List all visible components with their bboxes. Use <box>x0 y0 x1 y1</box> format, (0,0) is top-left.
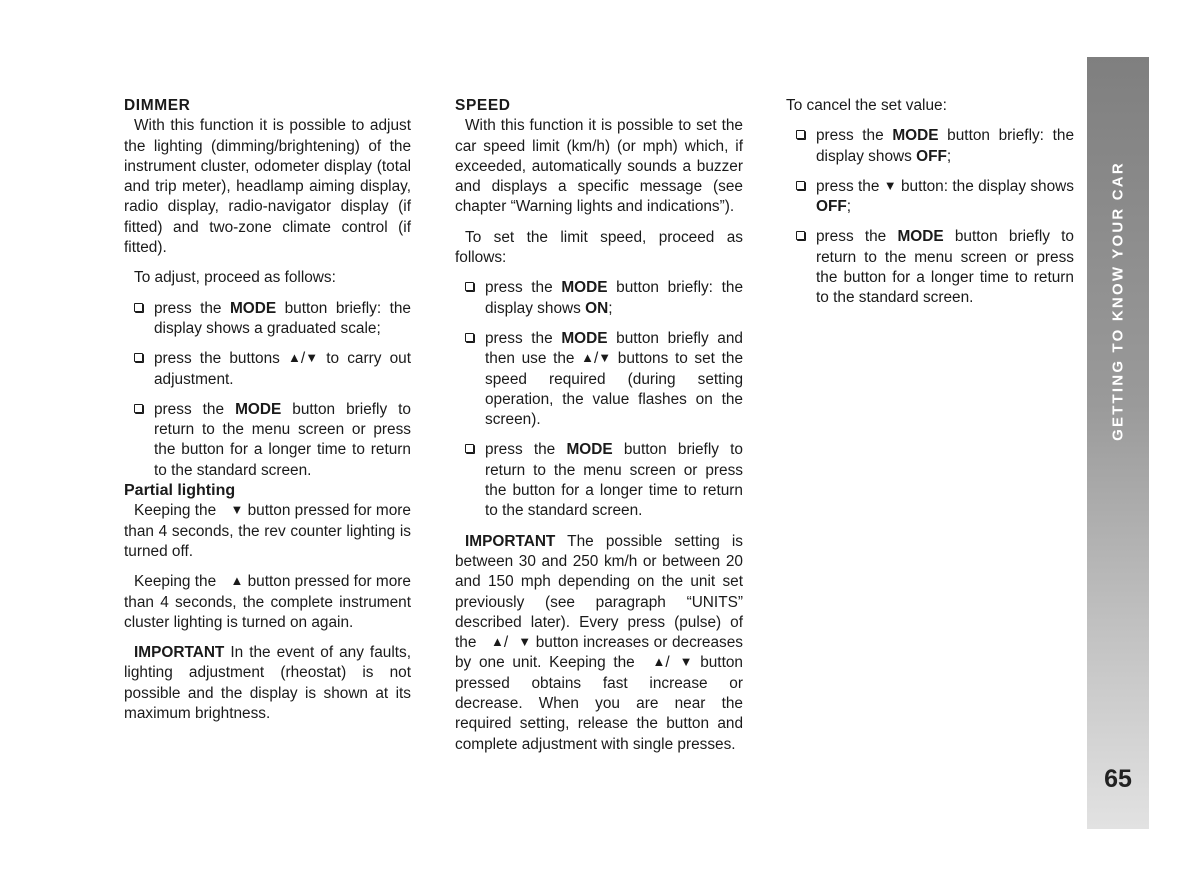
arrow-down-icon: ▼ <box>230 502 244 518</box>
speed-set-label: To set the limit speed, proceed as follows: <box>455 228 743 267</box>
dimmer-adjust-label: To adjust, proceed as follows: <box>134 269 336 287</box>
checkbox-bullet-icon <box>465 444 474 453</box>
arrow-up-icon: ▲ <box>652 654 666 670</box>
arrow-down-icon: ▼ <box>305 350 319 366</box>
checkbox-bullet-icon <box>796 181 805 190</box>
checkbox-bullet-icon <box>796 130 805 139</box>
arrow-down-icon: ▼ <box>883 177 897 193</box>
list-item: press the MODE button briefly to return to the menu screen or press the button for a longer time to return to the standard screen. <box>786 227 1074 308</box>
arrow-up-icon: ▲ <box>230 573 244 589</box>
column-dimmer <box>124 96 411 724</box>
column-cancel <box>786 96 1074 309</box>
checkbox-bullet-icon <box>134 404 143 413</box>
list-item: press the MODE button briefly and then use the ▲/▼ buttons to set the speed required (during setting operation, the value flashes on the screen). <box>455 329 743 430</box>
dimmer-intro: With this function it is possible to adjust the lighting (dimming/brightening) of the instrument cluster, odometer display (total and trip meter), headlamp aiming display, radio display, radio-navigator display (if fitted) and two-zone climate control (if fitted). <box>124 117 411 257</box>
list-item: press the MODE button briefly: the display shows a graduated scale; <box>124 299 411 340</box>
arrow-down-icon: ▼ <box>598 350 612 366</box>
arrow-up-icon: ▲ <box>288 350 301 366</box>
dimmer-steps <box>124 299 411 481</box>
list-item: press the MODE button briefly to return to the menu screen or press the button for a longer time to return to the standard screen. <box>124 400 411 481</box>
speed-important-note: IMPORTANT The possible setting is between 30 and 250 km/h or between 20 and 150 mph depending on the unit set previously (see paragraph “UNITS” described later). Every press (pulse) of the ▲/ ▼ button increases or decreases by one unit. Keeping the ▲/ ▼ button pressed obtains fast increase or decrease. When you are near the required setting, release the button and complete adjustment with single presses. <box>455 532 743 753</box>
list-item: press the buttons ▲/▼ to carry out adjustment. <box>124 349 411 390</box>
page-number: 65 <box>1104 765 1132 793</box>
checkbox-bullet-icon <box>134 303 143 312</box>
arrow-up-icon: ▲ <box>491 634 504 650</box>
chapter-title: GETTING TO KNOW YOUR CAR <box>1109 161 1127 441</box>
heading-partial-lighting: Partial lighting <box>124 482 236 500</box>
column-speed <box>455 96 743 755</box>
checkbox-bullet-icon <box>465 282 474 291</box>
checkbox-bullet-icon <box>465 333 474 342</box>
speed-steps <box>455 278 743 521</box>
heading-speed: SPEED <box>455 97 511 114</box>
checkbox-bullet-icon <box>134 353 143 362</box>
list-item: press the ▼ button: the display shows OFF; <box>786 177 1074 218</box>
chapter-sidebar <box>1087 57 1149 829</box>
arrow-down-icon: ▼ <box>518 634 532 650</box>
partial-lighting-off: Keeping the ▼ button pressed for more than 4 seconds, the rev counter lighting is turned off. <box>124 502 411 560</box>
heading-dimmer: DIMMER <box>124 97 191 114</box>
arrow-up-icon: ▲ <box>581 350 594 366</box>
list-item: press the MODE button briefly: the display shows ON; <box>455 278 743 319</box>
partial-lighting-on: Keeping the ▲ button pressed for more than 4 seconds, the complete instrument cluster lighting is turned on again. <box>124 573 411 631</box>
list-item: press the MODE button briefly: the display shows OFF; <box>786 126 1074 167</box>
speed-intro: With this function it is possible to set the car speed limit (km/h) (or mph) which, if exceeded, automatically sounds a buzzer and displays a specific message (see chapter “Warning lights and indications”). <box>455 117 743 216</box>
list-item: press the MODE button briefly to return to the menu screen or press the button for a longer time to return to the standard screen. <box>455 440 743 521</box>
cancel-steps <box>786 126 1074 308</box>
arrow-down-icon: ▼ <box>679 654 693 670</box>
checkbox-bullet-icon <box>796 231 805 240</box>
cancel-label: To cancel the set value: <box>786 97 947 114</box>
dimmer-important-note: IMPORTANT In the event of any faults, lighting adjustment (rheostat) is not possible and the display is shown at its maximum brightness. <box>124 644 411 723</box>
